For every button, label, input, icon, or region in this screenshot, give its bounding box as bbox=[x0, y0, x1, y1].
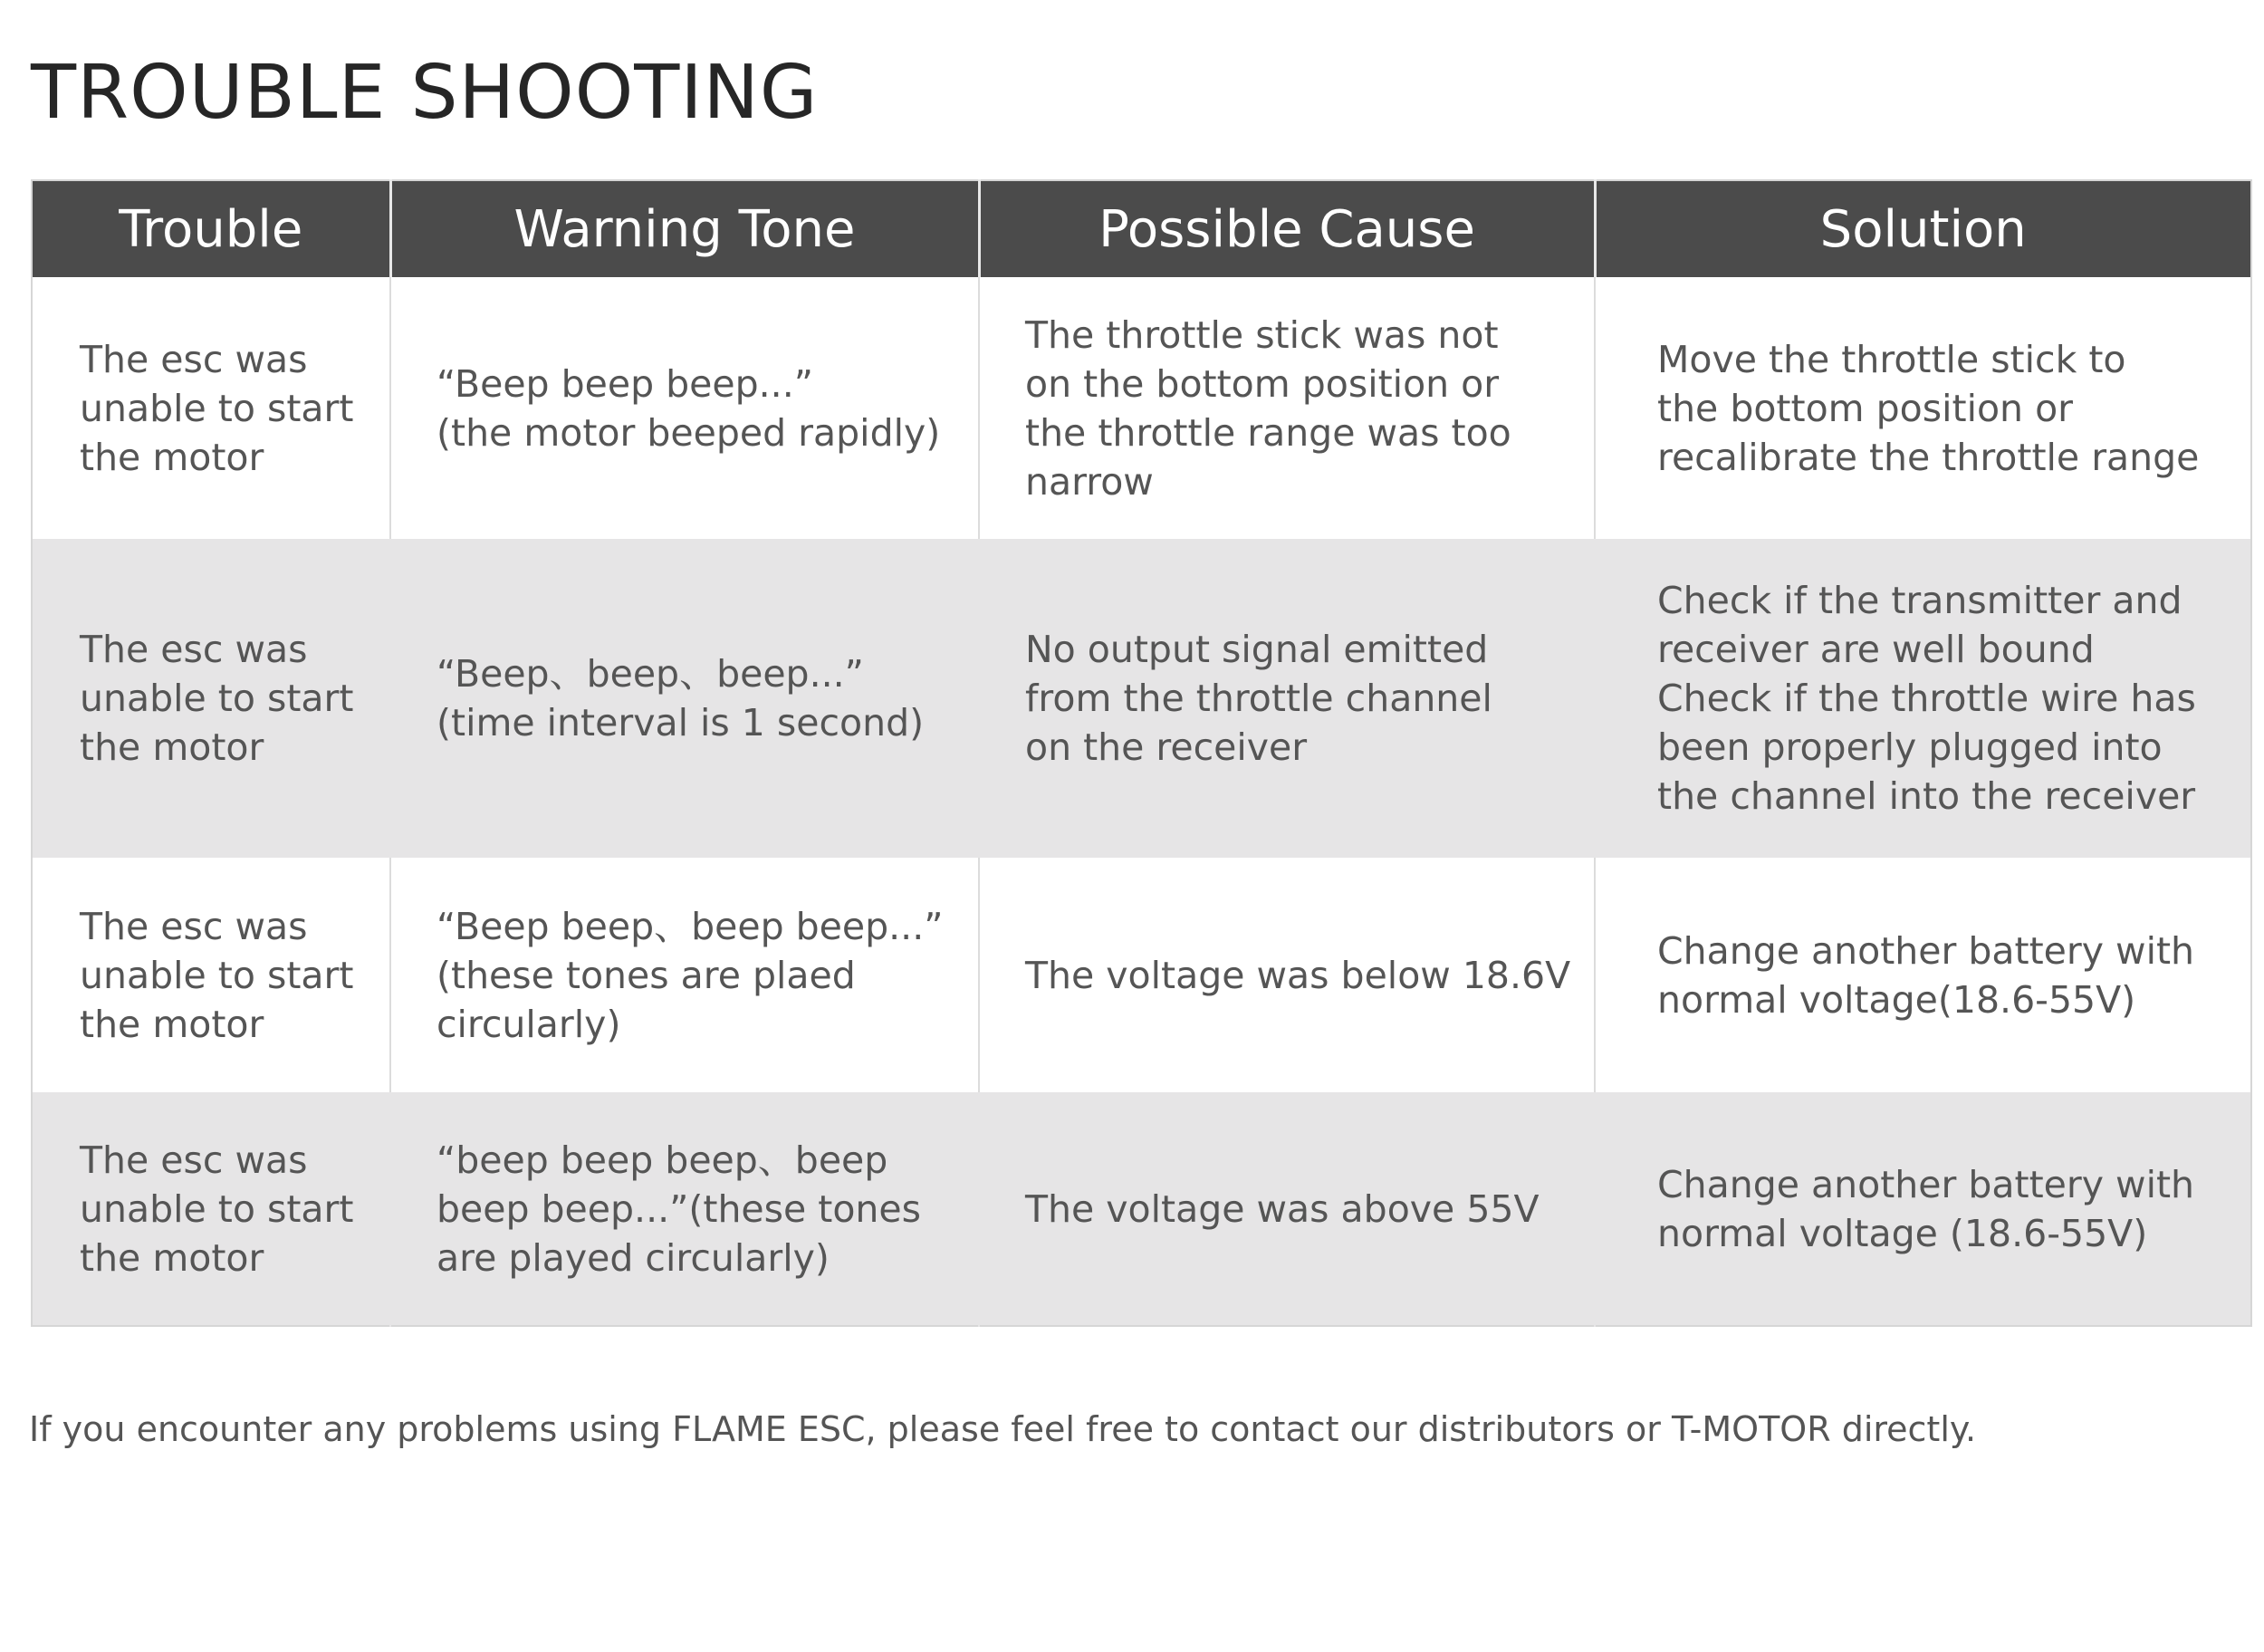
solution-cell bbox=[1595, 858, 2251, 1092]
possible-cause-cell bbox=[979, 1092, 1595, 1326]
possible-cause-text: The voltage was above 55V bbox=[1025, 1186, 1540, 1231]
header-solution: Solution bbox=[1595, 180, 2251, 277]
trouble-text: The esc was unable to start the motor bbox=[80, 904, 354, 1046]
possible-cause-cell bbox=[979, 858, 1595, 1092]
footer-note: If you encounter any problems using FLAME ESC, please feel free to contact our distributors or T-MOTOR directly. bbox=[29, 1409, 1977, 1449]
page-title: TROUBLE SHOOTING bbox=[31, 50, 819, 136]
troubleshooting-table bbox=[31, 179, 2252, 1327]
table-row bbox=[32, 539, 2251, 858]
warning-tone-text: “beep beep beep、beep beep beep...”(these tones are played circularly) bbox=[436, 1138, 922, 1280]
header-possible-cause: Possible Cause bbox=[979, 180, 1595, 277]
header-warning-tone: Warning Tone bbox=[390, 180, 979, 277]
solution-cell bbox=[1595, 539, 2251, 858]
table-row bbox=[32, 858, 2251, 1092]
trouble-cell bbox=[32, 277, 390, 539]
header-trouble: Trouble bbox=[32, 180, 390, 277]
trouble-text: The esc was unable to start the motor bbox=[80, 628, 354, 769]
table-row bbox=[32, 277, 2251, 539]
warning-tone-cell bbox=[390, 858, 979, 1092]
possible-cause-cell bbox=[979, 277, 1595, 539]
solution-text: Change another battery with normal voltage (18.6-55V) bbox=[1657, 1162, 2195, 1255]
warning-tone-cell bbox=[390, 277, 979, 539]
warning-tone-text: “Beep、beep、beep...” (time interval is 1 second) bbox=[436, 652, 925, 744]
possible-cause-text: No output signal emitted from the throttle channel on the receiver bbox=[1025, 628, 1492, 769]
warning-tone-cell bbox=[390, 1092, 979, 1326]
solution-text: Check if the transmitter and receiver are well bound Check if the throttle wire has been properly plugged into the channel into the receiver bbox=[1657, 579, 2196, 818]
solution-text: Change another battery with normal voltage(18.6-55V) bbox=[1657, 928, 2195, 1022]
warning-tone-text: “Beep beep、beep beep...” (these tones are plaed circularly) bbox=[436, 904, 944, 1046]
trouble-cell bbox=[32, 1092, 390, 1326]
trouble-text: The esc was unable to start the motor bbox=[80, 337, 354, 479]
possible-cause-cell bbox=[979, 539, 1595, 858]
warning-tone-cell bbox=[390, 539, 979, 858]
solution-cell bbox=[1595, 277, 2251, 539]
trouble-cell bbox=[32, 858, 390, 1092]
warning-tone-text: “Beep beep beep...” (the motor beeped rapidly) bbox=[436, 361, 941, 455]
table-row bbox=[32, 1092, 2251, 1326]
possible-cause-text: The voltage was below 18.6V bbox=[1025, 953, 1571, 997]
solution-text: Move the throttle stick to the bottom position or recalibrate the throttle range bbox=[1657, 337, 2200, 479]
table-header-row bbox=[32, 180, 2251, 277]
possible-cause-text: The throttle stick was not on the bottom position or the throttle range was too narrow bbox=[1025, 312, 1511, 504]
trouble-cell bbox=[32, 539, 390, 858]
solution-cell bbox=[1595, 1092, 2251, 1326]
trouble-text: The esc was unable to start the motor bbox=[80, 1138, 354, 1280]
